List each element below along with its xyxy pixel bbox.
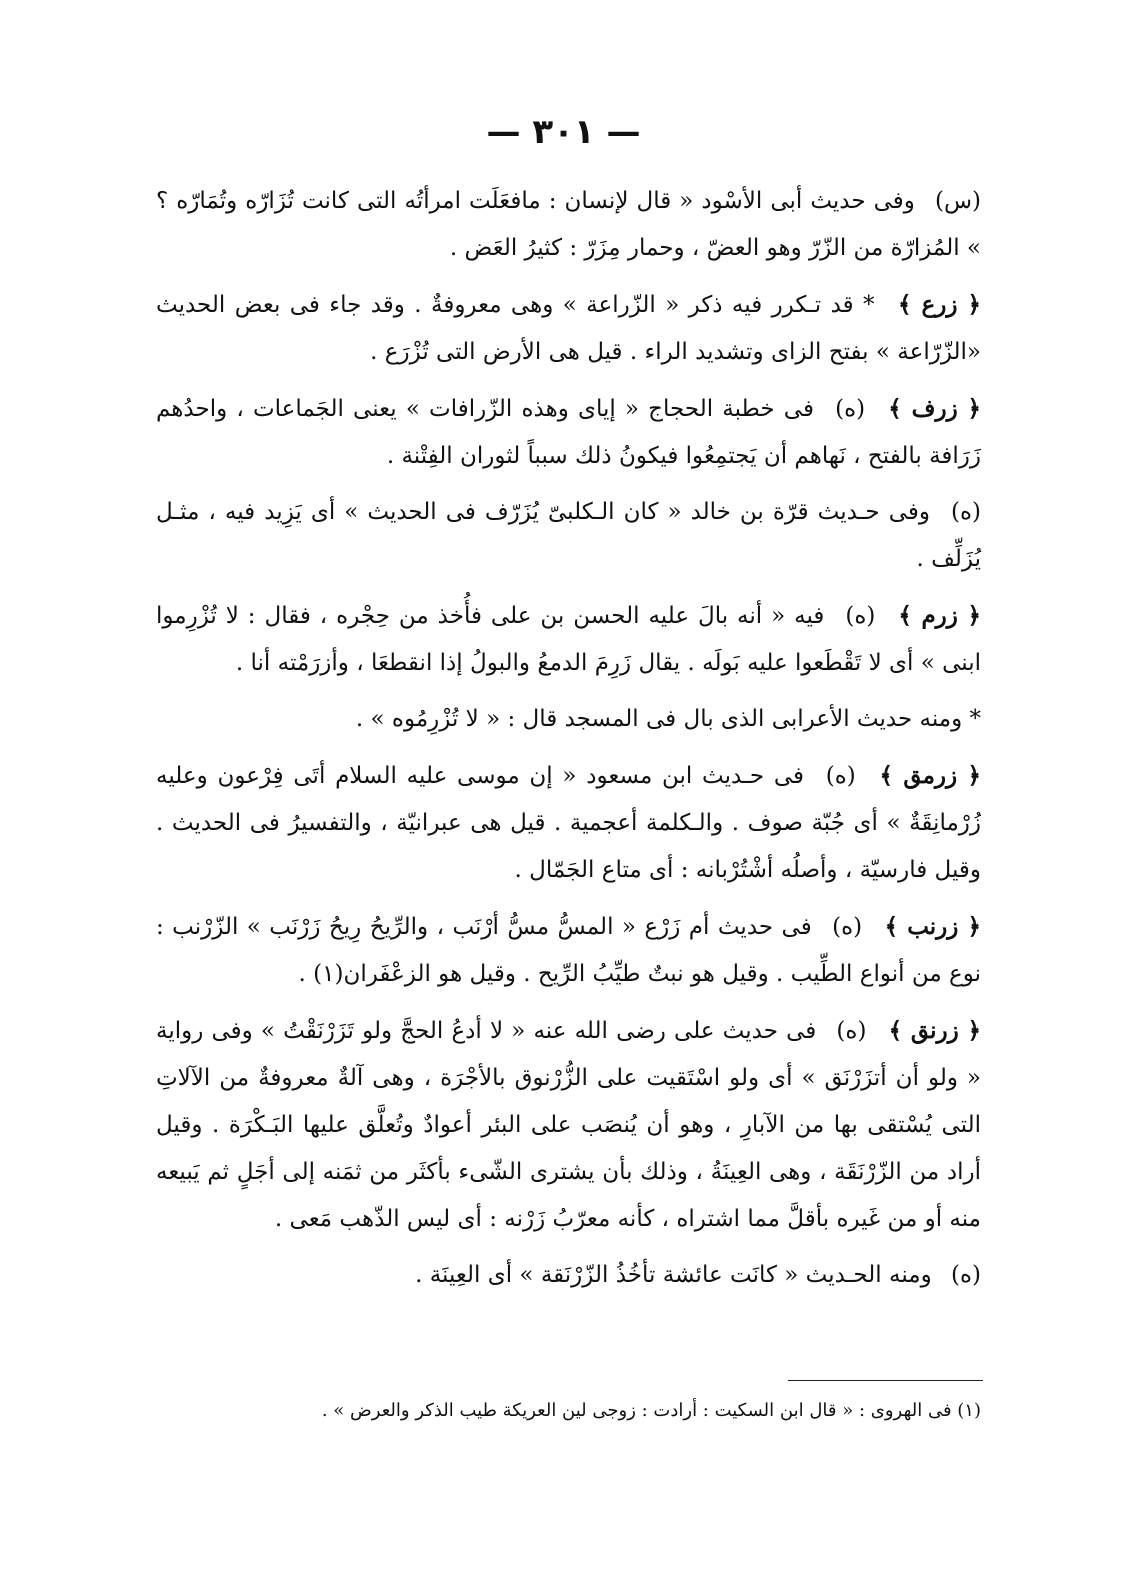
source-marker: (ه) xyxy=(832,914,863,940)
source-marker: (س) xyxy=(934,188,981,214)
paragraph-text: فيه « أنه بالَ عليه الحسن بن على فأُخذ من حِجْره ، فقال : لا تُزْرِموا ابنى » أى لا تَقْطَعوا عليه بَولَه . يقال زَرِمَ الدمعُ والبولُ إذا انقطعَا ، وأزرَمْته أنا . xyxy=(156,603,981,676)
paragraph-text: ومنه الحـديث « كانَت عائشة تأخُذُ الزّرْنَقة » أى العِينَة . xyxy=(415,1262,932,1288)
paragraph-text: وفى حديث أبى الأسْود « قال لإنسان : مافعَلَت امرأتُه التى كانت تُزَارّه وتُمَارّه ؟ » المُزارّة من الزّرّ وهو العضّ ، وحمار مِزَرّ : كثيرُ العَض . xyxy=(156,188,981,261)
paragraph xyxy=(156,178,981,272)
paragraph-text: * ومنه حديث الأعرابى الذى بال فى المسجد قال : « لا تُزْرِمُوه » . xyxy=(355,706,981,732)
paragraph xyxy=(156,696,981,743)
page-number: — ٣٠١ — xyxy=(486,112,641,152)
source-marker: (ه) xyxy=(836,1018,867,1044)
body-text xyxy=(156,178,981,1308)
entry-headword: ﴿ زرمق ﴾ xyxy=(879,762,982,789)
footnote-divider xyxy=(788,1380,983,1381)
paragraph xyxy=(156,385,981,480)
paragraph xyxy=(156,281,981,376)
paragraph xyxy=(156,489,981,583)
paragraph-text: وفى حـديث قرّة بن خالد « كان الـكلبىّ يُزَرّف فى الحديث » أى يَزِيد فيه ، مثـل يُزَلِّف . xyxy=(156,499,981,572)
paragraph xyxy=(156,592,981,687)
paragraph-text: * قد تـكرر فيه ذكر « الزّراعة » وهى معروفةٌ . وقد جاء فى بعض الحديث «الزّرّاعة » بفتح الزاى وتشديد الراء . قيل هى الأرض التى تُزْرَع . xyxy=(156,292,981,365)
paragraph-text: فى خطبة الحجاج « إياى وهذه الزّرافات » يعنى الجَماعات ، واحدُهم زَرَافة بالفتح ، نَهاهم أن يَجتمِعُوا فيكونُ ذلك سبباً لثوران الفِتْنة . xyxy=(156,396,981,469)
entry-headword: ﴿ زرع ﴾ xyxy=(897,291,982,318)
entry-headword: ﴿ زرنق ﴾ xyxy=(888,1017,982,1044)
paragraph xyxy=(156,1007,981,1243)
paragraph xyxy=(156,1252,981,1299)
source-marker: (ه) xyxy=(951,1262,981,1288)
entry-headword: ﴿ زرم ﴾ xyxy=(898,602,982,629)
footnote: (١) فى الهروى : « قال ابن السكيت : أرادت : زوجى لين العريكة طيب الذكر والعرض » . xyxy=(321,1400,981,1421)
entry-headword: ﴿ زرنب ﴾ xyxy=(884,913,982,940)
source-marker: (ه) xyxy=(951,499,982,525)
source-marker: (ه) xyxy=(845,603,876,629)
paragraph-text: فى حـديث ابن مسعود « إن موسى عليه السلام أتَى فِرْعون وعليه زُرْمانِقَةٌ » أى جُبّة صوف . والـكلمة أعجمية . قيل هى عبرانيّة ، والتفسيرُ فى الحديث . وقيل فارسيّة ، وأصلُه أشْتُرْبانه : أى متاع الجَمّال . xyxy=(156,763,981,883)
paragraph-text: فى حديث أم زَرْع « المسُّ مسُّ أرْنَب ، والرِّيحُ رِيحُ زَرْنَب » الزّرْنب : نوع من أنواع الطِّيب . وقيل هو نبتٌ طيِّبُ الرِّيح . وقيل هو الزعْفَران(١) . xyxy=(156,914,981,987)
source-marker: (ه) xyxy=(835,396,866,422)
source-marker: (ه) xyxy=(825,763,856,789)
paragraph xyxy=(156,903,981,998)
paragraph-text: فى حديث على رضى الله عنه « لا أدعُ الحجَّ ولو تَزَرْنَقْتُ » وفى رواية « ولو أن أتزَرْنَق » أى ولو اسْتَقيت على الزُّرْنوق بالأجْرَة ، وهى آلةٌ معروفةٌ من الآلاتِ التى يُسْتقى بها من الآبارِ ، وهو أن يُنصَب على البئر أعوادٌ وتُعلَّق عليها البَـكْرَة . وقيل أراد من الزّرْنَقَة ، وهى العِينَةُ ، وذلك بأن يشترى الشّىء بأكثَر من ثمَنه إلى أجَلٍ ثم يَبيعه منه أو من غَيره بأقلَّ مما اشتراه ، كأنه معرّبُ زَرْنه : أى ليس الذّهب مَعى . xyxy=(156,1018,981,1232)
entry-headword: ﴿ زرف ﴾ xyxy=(888,395,982,422)
paragraph xyxy=(156,752,981,894)
